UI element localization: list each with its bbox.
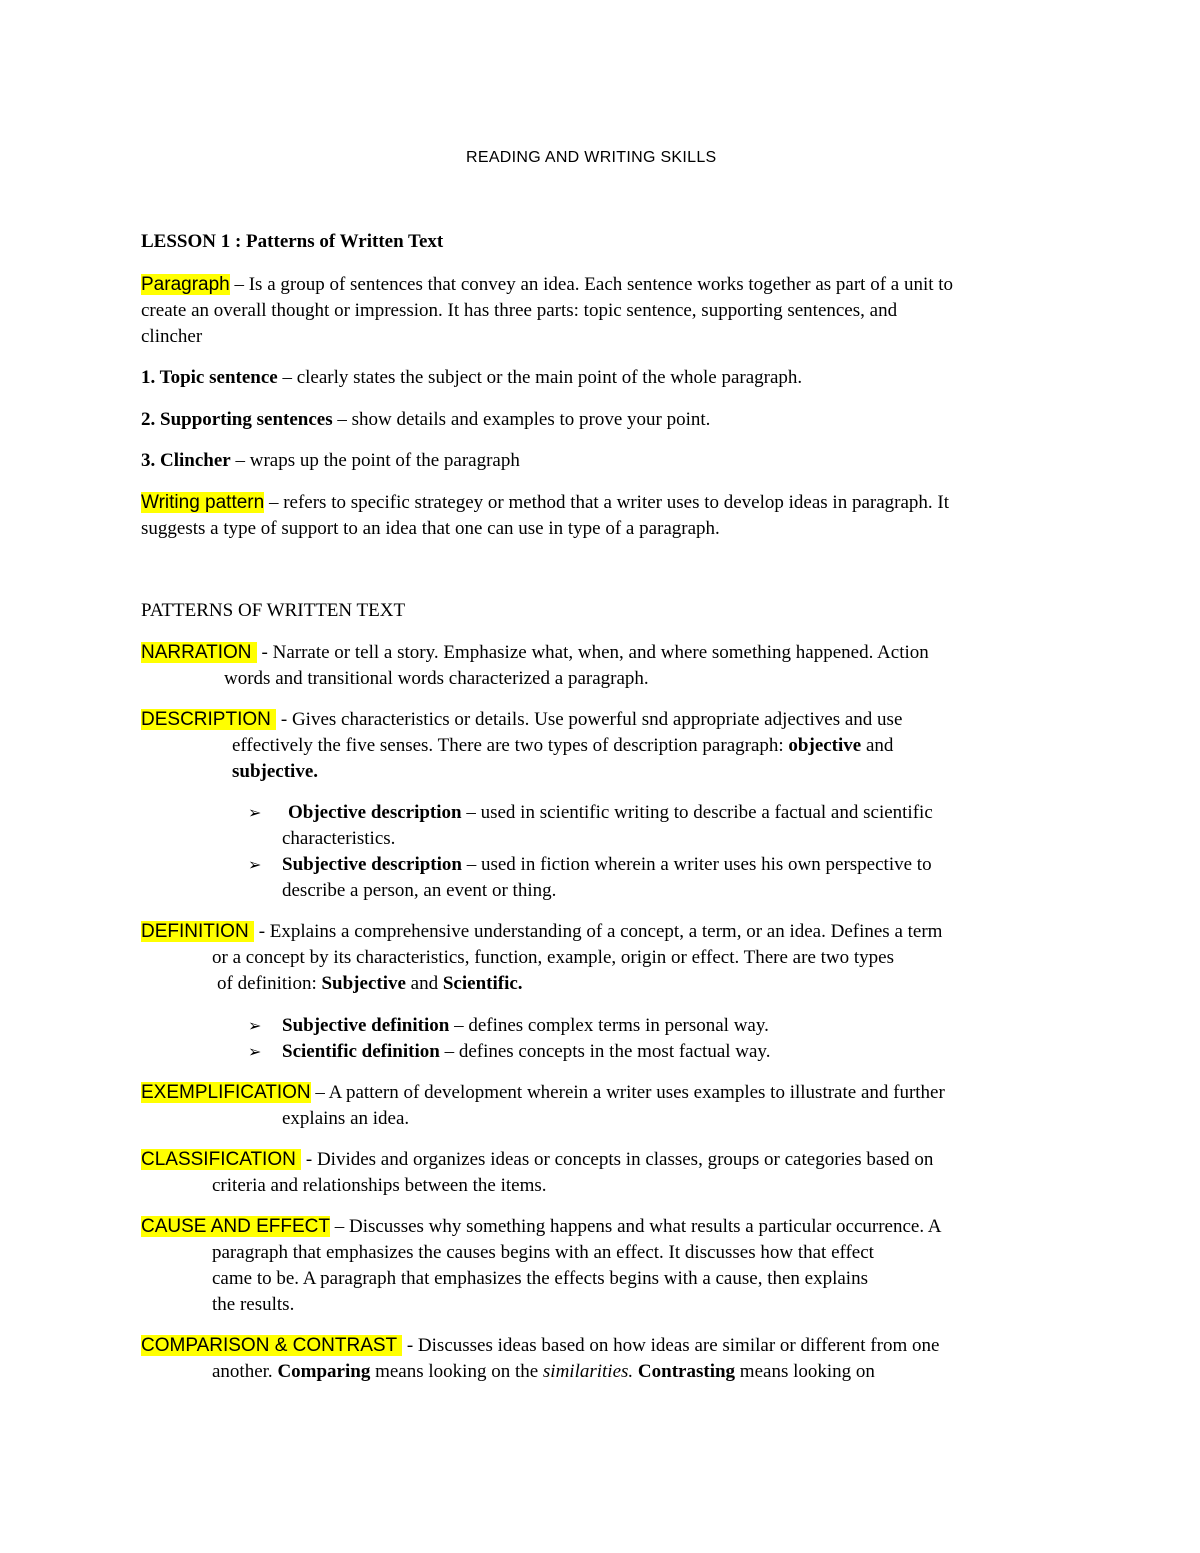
- part-supporting-sentences: 2. Supporting sentences – show details and examples to prove your point.: [141, 409, 711, 430]
- cause-effect-line-4: the results.: [212, 1294, 295, 1315]
- writing-pattern-term: Writing pattern: [141, 492, 265, 513]
- comparison-line-1: COMPARISON & CONTRAST - Discusses ideas based on how ideas are similar or different from one: [141, 1335, 940, 1356]
- description-line-1: DESCRIPTION - Gives characteristics or details. Use powerful snd appropriate adjectives and use: [141, 709, 903, 730]
- cause-effect-term: CAUSE AND EFFECT: [141, 1216, 330, 1237]
- classification-line-1: CLASSIFICATION - Divides and organizes ideas or concepts in classes, groups or categories based on: [141, 1149, 934, 1170]
- subjective-definition: Subjective definition – defines complex terms in personal way.: [282, 1015, 769, 1036]
- classification-line-2: criteria and relationships between the items.: [212, 1175, 547, 1196]
- bullet-arrow-icon: ➢: [248, 1042, 262, 1061]
- narration-line-2: words and transitional words characterized a paragraph.: [224, 668, 649, 689]
- description-line-2: effectively the five senses. There are two types of description paragraph: objective and: [232, 735, 894, 756]
- classification-term: CLASSIFICATION: [141, 1149, 302, 1170]
- cause-effect-line-2: paragraph that emphasizes the causes begins with an effect. It discusses how that effect: [212, 1242, 874, 1263]
- scientific-definition: Scientific definition – defines concepts in the most factual way.: [282, 1041, 771, 1062]
- subjective-description-line-1: Subjective description – used in fiction wherein a writer uses his own perspective to: [282, 854, 932, 875]
- exemplification-line-1: EXEMPLIFICATION – A pattern of development wherein a writer uses examples to illustrate and further: [141, 1082, 945, 1103]
- bullet-arrow-icon: ➢: [248, 803, 262, 822]
- narration-line-1: NARRATION - Narrate or tell a story. Emphasize what, when, and where something happened. Action: [141, 642, 929, 663]
- exemplification-term: EXEMPLIFICATION: [141, 1082, 311, 1103]
- part-clincher: 3. Clincher – wraps up the point of the paragraph: [141, 450, 520, 471]
- objective-description-line-2: characteristics.: [282, 828, 396, 849]
- patterns-heading: PATTERNS OF WRITTEN TEXT: [141, 600, 406, 621]
- comparison-term: COMPARISON & CONTRAST: [141, 1335, 403, 1356]
- writing-pattern-line-1: Writing pattern – refers to specific strategey or method that a writer uses to develop ideas in paragraph. It: [141, 492, 950, 513]
- definition-line-3: of definition: Subjective and Scientific.: [217, 973, 523, 994]
- exemplification-line-2: explains an idea.: [282, 1108, 410, 1129]
- bullet-arrow-icon: ➢: [248, 855, 262, 874]
- definition-line-2: or a concept by its characteristics, function, example, origin or effect. There are two types: [212, 947, 894, 968]
- paragraph-definition-line-2: create an overall thought or impression. It has three parts: topic sentence, supporting sentences, and: [141, 300, 898, 321]
- narration-term: NARRATION: [141, 642, 257, 663]
- paragraph-definition-line-3: clincher: [141, 326, 203, 347]
- objective-description-line-1: Objective description – used in scientific writing to describe a factual and scientific: [288, 802, 933, 823]
- subjective-description-line-2: describe a person, an event or thing.: [282, 880, 557, 901]
- part-topic-sentence: 1. Topic sentence – clearly states the subject or the main point of the whole paragraph.: [141, 367, 803, 388]
- cause-effect-line-1: CAUSE AND EFFECT – Discusses why something happens and what results a particular occurrence. A: [141, 1216, 942, 1237]
- document-title: READING AND WRITING SKILLS: [466, 149, 717, 166]
- paragraph-term: Paragraph: [141, 274, 230, 295]
- definition-term: DEFINITION: [141, 921, 254, 942]
- lesson-heading: LESSON 1 : Patterns of Written Text: [141, 231, 444, 252]
- writing-pattern-line-2: suggests a type of support to an idea that one can use in type of a paragraph.: [141, 518, 720, 539]
- description-line-3: subjective.: [232, 761, 319, 782]
- comparison-line-2: another. Comparing means looking on the similarities. Contrasting means looking on: [212, 1361, 875, 1382]
- definition-line-1: DEFINITION - Explains a comprehensive understanding of a concept, a term, or an idea. Defines a term: [141, 921, 943, 942]
- cause-effect-line-3: came to be. A paragraph that emphasizes the effects begins with a cause, then explains: [212, 1268, 868, 1289]
- description-term: DESCRIPTION: [141, 709, 277, 730]
- paragraph-definition-line-1: Paragraph – Is a group of sentences that convey an idea. Each sentence works together as part of a unit to: [141, 274, 954, 295]
- bullet-arrow-icon: ➢: [248, 1016, 262, 1035]
